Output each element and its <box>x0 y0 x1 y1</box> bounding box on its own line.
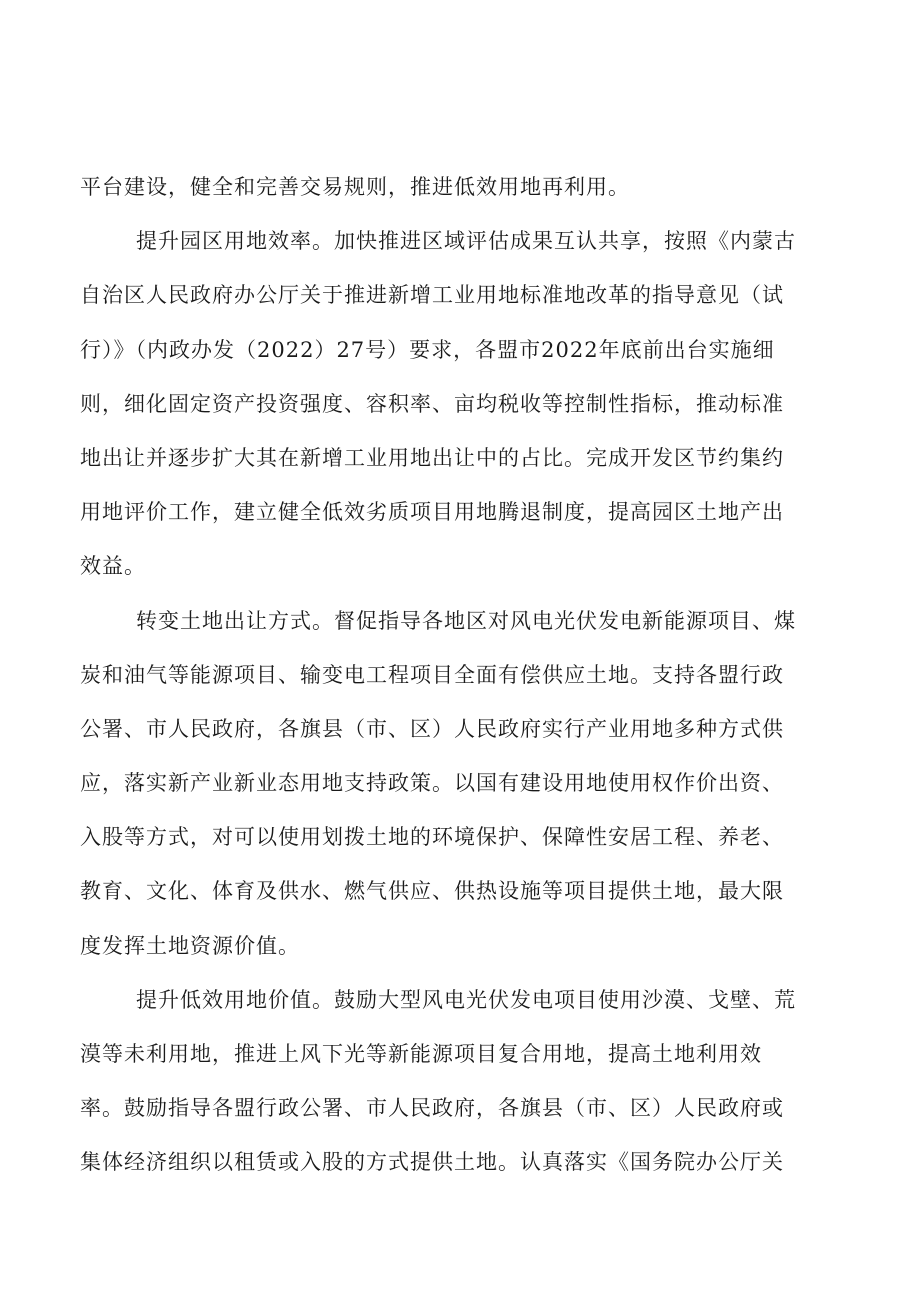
text-line: 率。鼓励指导各盟行政公署、市人民政府，各旗县（市、区）人民政府或 <box>80 1096 784 1121</box>
text-line: 应，落实新产业新业态用地支持政策。以国有建设用地使用权作价出资、 <box>80 771 784 796</box>
text-line: 教育、文化、体育及供水、燃气供应、供热设施等项目提供土地，最大限 <box>80 879 784 904</box>
text-line: 度发挥土地资源价值。 <box>80 933 300 958</box>
text-line: 集体经济组织以租赁或入股的方式提供土地。认真落实《国务院办公厅关 <box>80 1150 784 1175</box>
body-text <box>80 160 840 1190</box>
text-line: 行）》（内政办发（2022）27号）要求，各盟市2022年底前出台实施细 <box>80 337 775 362</box>
text-line: 入股等方式，对可以使用划拨土地的环境保护、保障性安居工程、养老、 <box>80 825 784 850</box>
text-line: 用地评价工作，建立健全低效劣质项目用地腾退制度，提高园区土地产出 <box>80 500 784 525</box>
text-line: 炭和油气等能源项目、输变电工程项目全面有偿供应土地。支持各盟行政 <box>80 662 784 687</box>
text-line: 效益。 <box>80 554 146 579</box>
text-line: 则，细化固定资产投资强度、容积率、亩均税收等控制性指标，推动标准 <box>80 391 784 416</box>
paragraph-heading-line: 转变土地出让方式。督促指导各地区对风电光伏发电新能源项目、煤 <box>136 608 796 633</box>
paragraph-heading-line: 提升低效用地价值。鼓励大型风电光伏发电项目使用沙漠、戈壁、荒 <box>136 987 796 1012</box>
paragraph-heading-line: 提升园区用地效率。加快推进区域评估成果互认共享，按照《内蒙古 <box>136 229 796 254</box>
text-line: 漠等未利用地，推进上风下光等新能源项目复合用地，提高土地利用效 <box>80 1042 762 1066</box>
text-line: 地出让并逐步扩大其在新增工业用地出让中的占比。完成开发区节约集约 <box>80 445 784 470</box>
text-line: 公署、市人民政府，各旗县（市、区）人民政府实行产业用地多种方式供 <box>80 716 784 741</box>
text-line: 平台建设，健全和完善交易规则，推进低效用地再利用。 <box>80 175 630 199</box>
text-line: 自治区人民政府办公厅关于推进新增工业用地标准地改革的指导意见（试 <box>80 283 784 308</box>
